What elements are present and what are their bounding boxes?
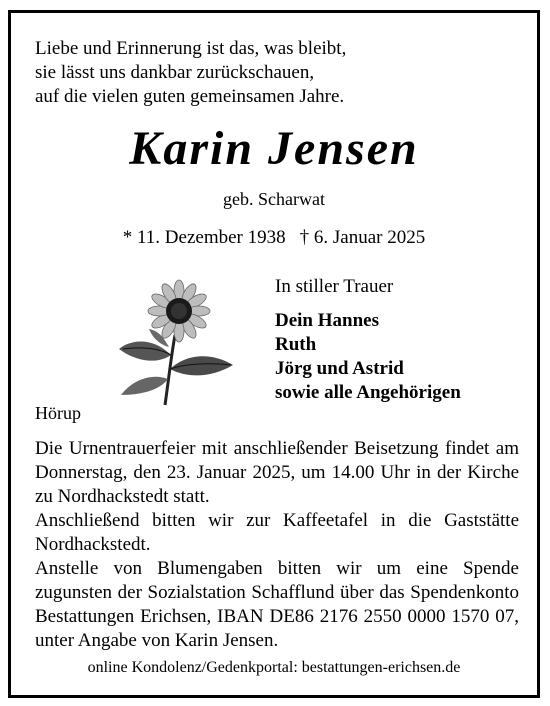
poem-line-1: Liebe und Erinnerung ist das, was bleibt, [35, 38, 347, 59]
ceremony-paragraph: Die Urnentrauerfeier mit anschließender Beisetzung findet am Donnerstag, den 23. Januar 2025, um 14.00 Uhr in der Kirche zu Nordhackstedt statt. [35, 438, 519, 507]
mourner-3: Jörg und Astrid [275, 358, 404, 379]
coffee-paragraph: Anschließend bitten wir zur Kaffeetafel in die Gaststätte Nordhackstedt. [35, 510, 519, 555]
obituary-notice [8, 10, 540, 698]
deceased-name: Karin Jensen [129, 122, 419, 175]
mourning-intro: In stiller Trauer [275, 276, 394, 297]
death-date: † 6. Januar 2025 [299, 227, 426, 248]
donation-paragraph: Anstelle von Blumengaben bitten wir um eine Spende zugunsten der Sozialstation Schafflund über das Spendenkonto Bestattungen Erichsen, IBAN DE86 2176 2550 0000 1570 07, unter Angabe von Karin Jensen. [35, 558, 519, 651]
birth-date: * 11. Dezember 1938 [122, 227, 286, 248]
life-dates [11, 227, 537, 249]
poem [35, 37, 346, 109]
mourner-2: Ruth [275, 334, 317, 355]
poem-line-2: sie lässt uns dankbar zurückschauen, [35, 62, 315, 83]
birth-name: geb. Scharwat [223, 189, 325, 209]
place-name: Hörup [35, 403, 81, 423]
mourner-1: Dein Hannes [275, 310, 379, 331]
sunflower-icon [113, 277, 241, 407]
mourner-4: sowie alle Angehörigen [275, 382, 461, 403]
mourners-block [275, 275, 461, 405]
announcement-text [35, 437, 519, 653]
poem-line-3: auf die vielen guten gemeinsamen Jahre. [35, 86, 345, 107]
condolence-portal: online Kondolenz/Gedenkportal: bestattungen-erichsen.de [87, 659, 461, 676]
